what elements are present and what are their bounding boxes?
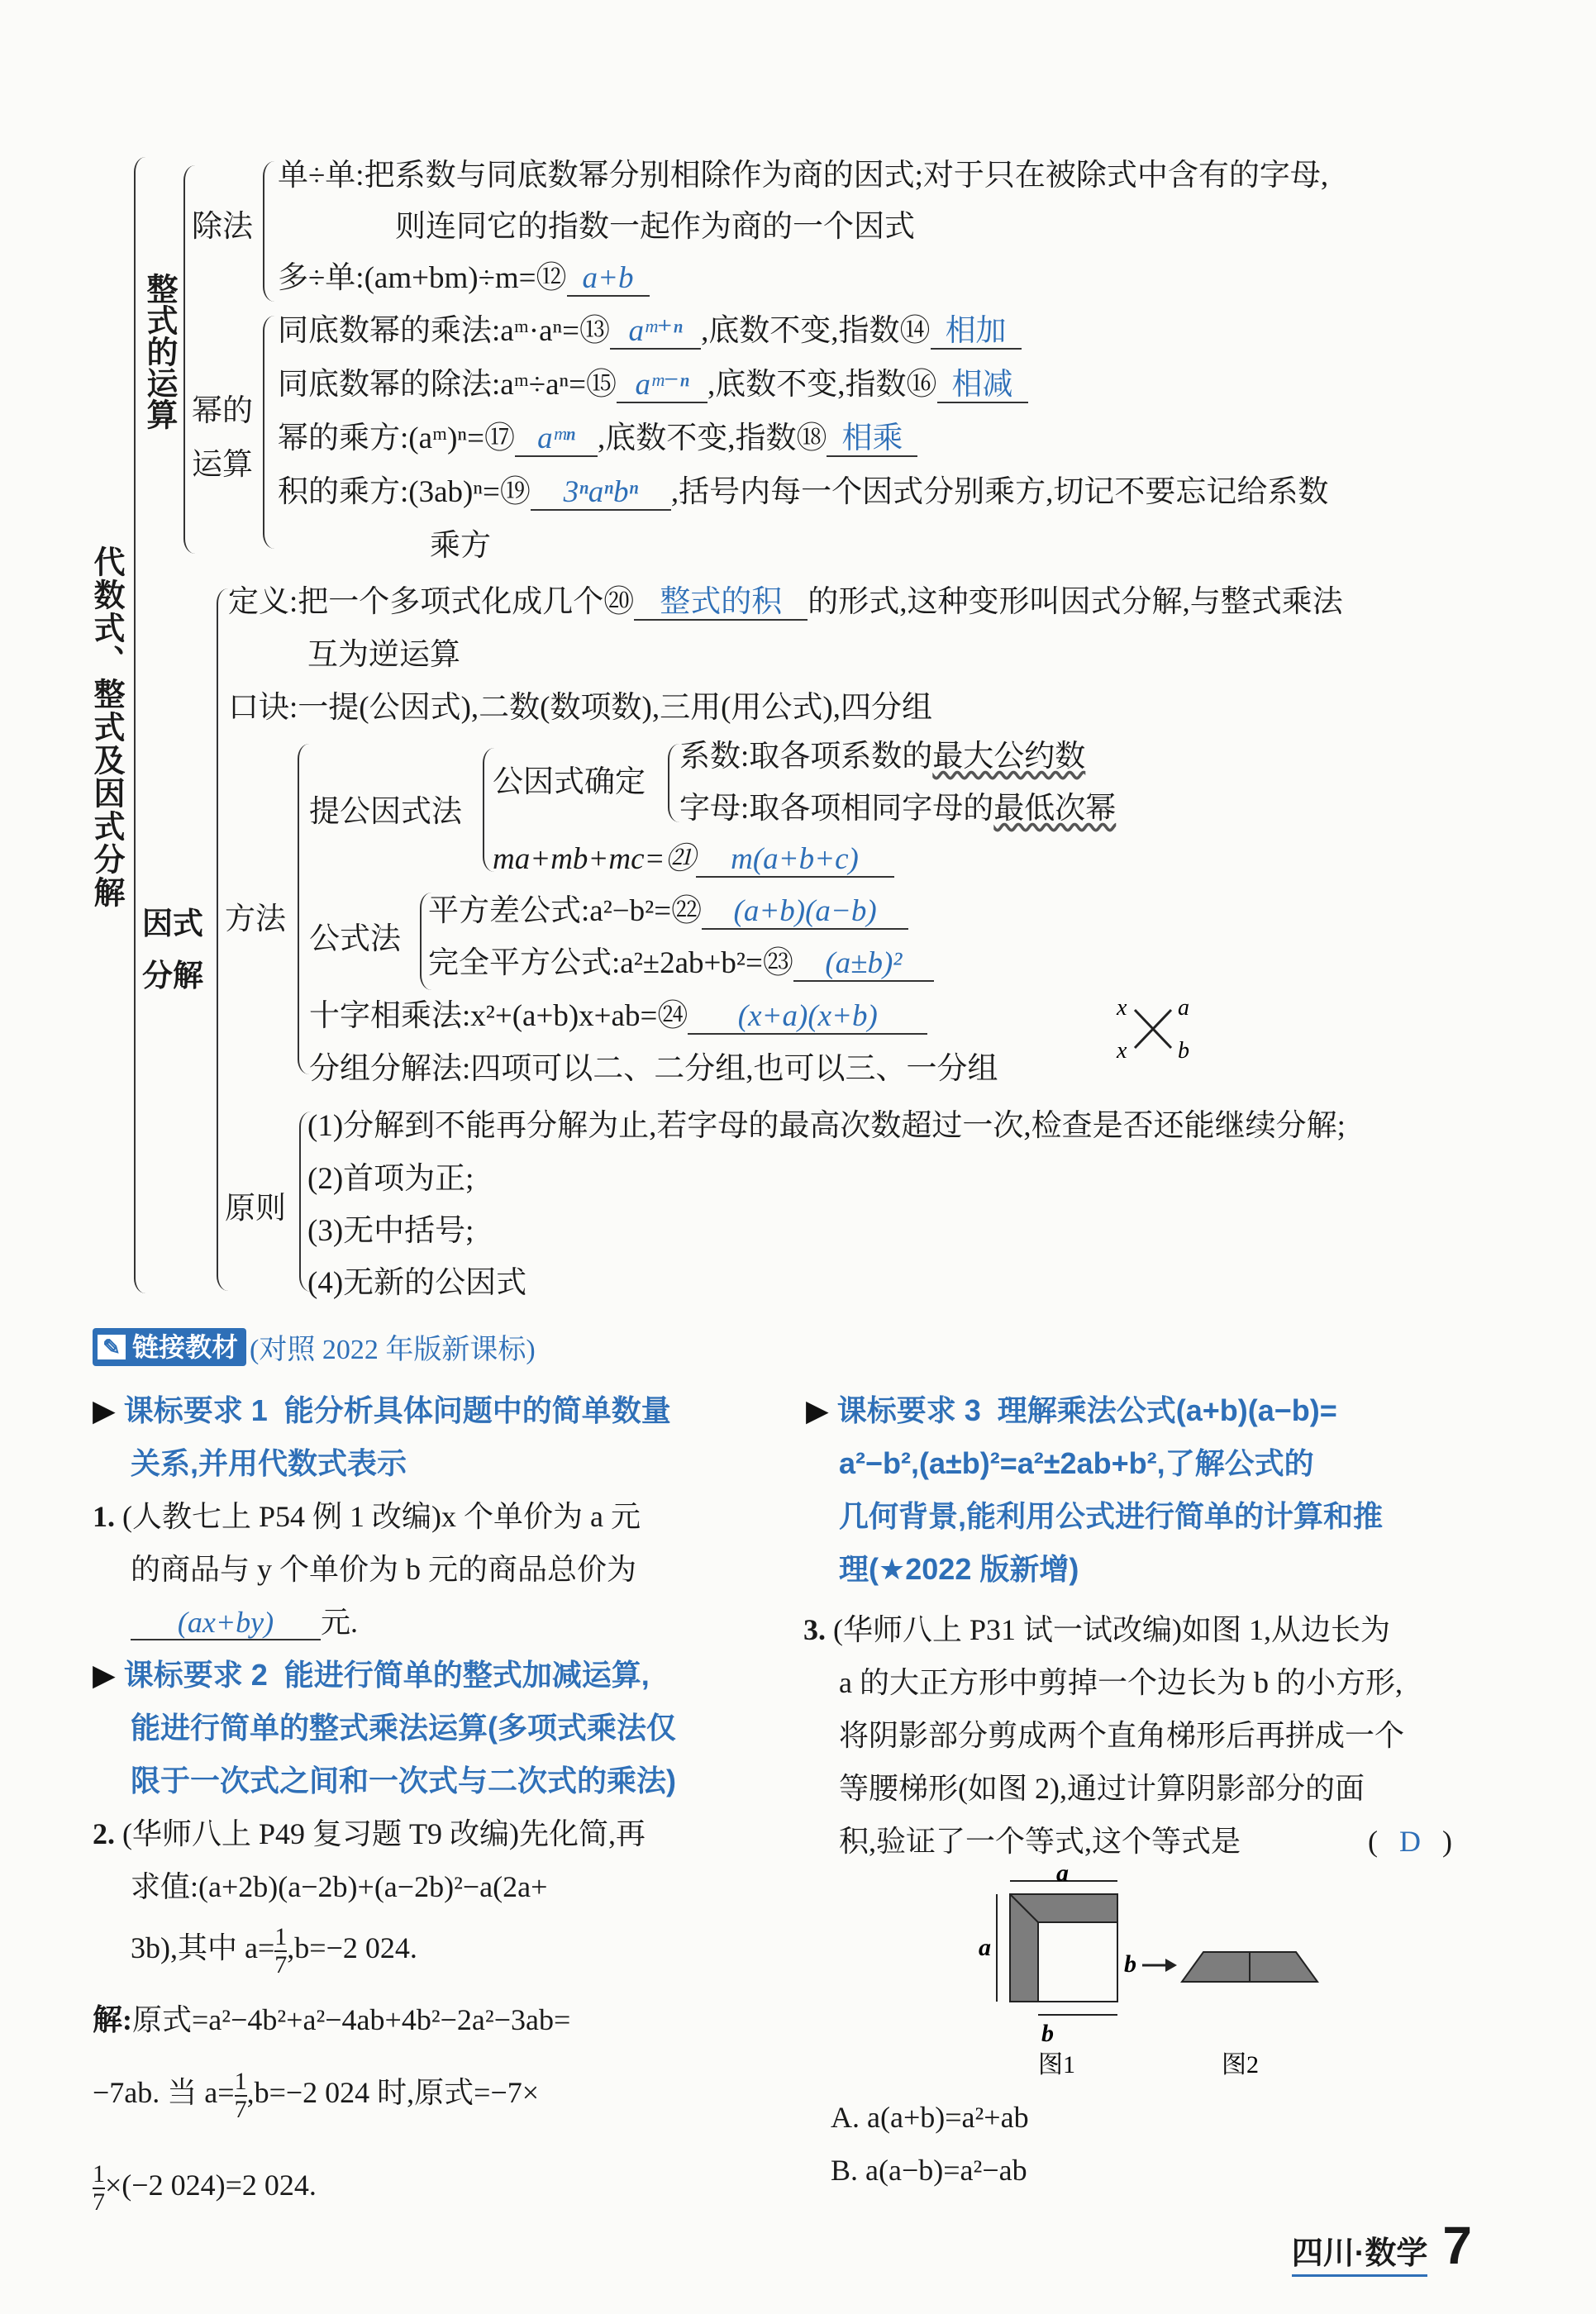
q2-text-1: (华师八上 P49 复习题 T9 改编)先化简,再 xyxy=(122,1817,646,1850)
page-footer xyxy=(1292,2215,1472,2277)
solution-line-2 xyxy=(93,2066,539,2123)
cross-x2: x xyxy=(1117,1038,1127,1064)
rule-2: (2)首项为正; xyxy=(307,1162,474,1196)
zhengshi-label xyxy=(141,273,177,438)
wanquan-line xyxy=(428,945,934,983)
fig1-label-b-right: b xyxy=(1124,1950,1136,1978)
q2-frac-num: 1 xyxy=(274,1922,288,1950)
q3-figures xyxy=(959,1869,1339,2076)
play-arrow-icon: ▶ xyxy=(93,1393,116,1427)
q1-line-1 xyxy=(93,1490,641,1543)
cross-a: a xyxy=(1178,995,1189,1021)
mi-line-3-text: 幂的乘方:(aᵐ)ⁿ=⑰ xyxy=(278,421,515,455)
mi-line-1 xyxy=(278,312,1022,350)
arrow-right-icon xyxy=(1142,1959,1177,1972)
q2-number: 2. xyxy=(93,1817,115,1850)
solution-text-2a: −7ab. 当 a= xyxy=(93,2076,235,2109)
option-a: A. a(a+b)=a²+ab xyxy=(831,2101,1029,2134)
answer-18: 相乘 xyxy=(827,422,917,457)
zimu-emphasis: 最低次幂 xyxy=(993,792,1117,826)
fig1-caption: 图1 xyxy=(1038,2051,1075,2076)
xishu-emphasis: 最大公约数 xyxy=(932,740,1086,774)
mi-line-1b-text: ,底数不变,指数⑭ xyxy=(701,314,931,348)
mi-label-2: 运算 xyxy=(192,448,253,482)
page-number: 7 xyxy=(1442,2216,1472,2275)
shizi-line xyxy=(309,997,927,1036)
req3-text-1: 理解乘法公式(a+b)(a−b)= xyxy=(997,1393,1337,1427)
req2-text-2: 能进行简单的整式乘法运算(多项式乘法仅 xyxy=(131,1711,676,1745)
req2-text-1: 能进行简单的整式加减运算, xyxy=(283,1658,650,1692)
figure-1 xyxy=(979,1869,1136,2076)
cross-multiplication-diagram xyxy=(1112,992,1194,1066)
link-note: (对照 2022 年版新课标) xyxy=(250,1335,536,1365)
sol-frac-1-den: 7 xyxy=(234,2095,247,2123)
solution-fraction-1 xyxy=(235,2069,247,2123)
link-badge-text: 链接教材 xyxy=(132,1331,239,1362)
mi-line-5: 乘方 xyxy=(430,529,491,563)
wanquan-text: 完全平方公式:a²±2ab+b²=㉓ xyxy=(428,946,793,980)
yinshi-def-2: 互为逆运算 xyxy=(307,638,460,672)
answer-16: 相减 xyxy=(937,369,1028,403)
answer-17: aᵐⁿ xyxy=(515,422,598,457)
q3-text-5: 积,验证了一个等式,这个等式是 xyxy=(839,1825,1241,1858)
pingfang-line xyxy=(428,893,908,931)
req1-title: 课标要求 1 xyxy=(123,1393,268,1427)
chufa-line-1: 单÷单:把系数与同底数幂分别相除作为商的因式;对于只在被除式中含有的字母, xyxy=(278,159,1329,193)
q3-answer-paren xyxy=(1368,1815,1452,1868)
mi-line-2b-text: ,底数不变,指数⑯ xyxy=(707,368,937,402)
solution-text-3: ×(−2 024)=2 024. xyxy=(105,2169,317,2202)
shizi-text: 十字相乘法:x²+(a+b)x+ab=㉔ xyxy=(309,999,688,1033)
req1-text-1: 能分析具体问题中的简单数量 xyxy=(283,1393,671,1427)
req1-heading xyxy=(93,1384,671,1437)
q3-line-1 xyxy=(803,1603,1390,1656)
mi-label-1: 幂的 xyxy=(192,394,253,428)
yinshi-def-1-text: 定义:把一个多项式化成几个⑳ xyxy=(228,585,635,619)
xishu-text: 系数:取各项系数的 xyxy=(679,740,933,774)
link-section-header xyxy=(93,1326,536,1367)
gongyinshi-label: 公因式确定 xyxy=(493,765,646,799)
option-b: B. a(a−b)=a²−ab xyxy=(831,2154,1027,2187)
fig2-caption: 图2 xyxy=(1222,2051,1259,2076)
solution-text-1: 原式=a²−4b²+a²−4ab+4b²−2a²−3ab= xyxy=(132,2003,571,2036)
q3-text-2: a 的大正方形中剪掉一个边长为 b 的小方形, xyxy=(839,1666,1403,1699)
play-arrow-icon: ▶ xyxy=(93,1658,116,1692)
yuanze-label: 原则 xyxy=(225,1192,286,1226)
req2-heading xyxy=(93,1649,650,1702)
zimu-line xyxy=(679,790,1116,828)
req3-text-2: a²−b²,(a±b)²=a²±2ab+b²,了解公式的 xyxy=(839,1446,1314,1480)
answer-20: 整式的积 xyxy=(634,586,808,621)
q2-fraction xyxy=(274,1924,287,1978)
q1-unit: 元. xyxy=(321,1606,359,1639)
sol-frac-2-num: 1 xyxy=(93,2159,105,2188)
req3-text-4: 理(★2022 版新增) xyxy=(839,1552,1079,1586)
chufa-line-2: 则连同它的指数一起作为商的一个因式 xyxy=(395,210,915,244)
q2-text-2: 求值:(a+2b)(a−2b)+(a−2b)²−a(2a+ xyxy=(131,1870,548,1903)
xishu-line xyxy=(679,738,1085,776)
pencil-icon: ✎ xyxy=(98,1335,126,1359)
q3-text-3: 将阴影部分剪成两个直角梯形后再拼成一个 xyxy=(839,1719,1405,1752)
solution-label: 解: xyxy=(93,2003,132,2036)
play-arrow-icon: ▶ xyxy=(806,1393,829,1427)
req2-title: 课标要求 2 xyxy=(123,1658,268,1692)
q1-text-2: 的商品与 y 个单价为 b 元的商品总价为 xyxy=(131,1553,637,1586)
mi-line-2 xyxy=(278,366,1028,404)
q3-number: 3. xyxy=(803,1613,826,1646)
q2-text-3b: ,b=−2 024. xyxy=(287,1931,417,1964)
q3-text-4: 等腰梯形(如图 2),通过计算阴影部分的面 xyxy=(839,1772,1365,1805)
mi-line-2-text: 同底数幂的除法:aᵐ÷aⁿ=⑮ xyxy=(278,368,617,402)
link-badge xyxy=(93,1328,246,1366)
answer-24: (x+a)(x+b) xyxy=(688,1000,927,1035)
q2-frac-den: 7 xyxy=(274,1950,288,1978)
mi-line-4 xyxy=(278,474,1328,512)
gongshi-label: 公式法 xyxy=(309,922,401,956)
small-square xyxy=(1038,1922,1117,2002)
gongyinshi-brace xyxy=(668,744,679,822)
fig1-label-a-left: a xyxy=(979,1934,991,1961)
yinshi-def-1 xyxy=(228,583,1343,621)
req3-title: 课标要求 3 xyxy=(836,1393,981,1427)
yinshi-label-2: 分解 xyxy=(142,959,203,993)
solution-line-1 xyxy=(93,1993,570,2046)
rule-4: (4)无新的公因式 xyxy=(307,1266,527,1300)
answer-14: 相加 xyxy=(931,315,1022,350)
req3-heading xyxy=(806,1384,1337,1437)
solution-text-2b: ,b=−2 024 时,原式=−7× xyxy=(246,2076,540,2109)
ma-text: ma+mb+mc=㉑ xyxy=(493,842,696,876)
answer-15: aᵐ⁻ⁿ xyxy=(617,369,707,403)
chufa-line-3 xyxy=(278,259,650,298)
q2-line-3 xyxy=(131,1921,417,1978)
zhengshi-label-text: 整式的运算 xyxy=(141,273,176,430)
q1-text-1: (人教七上 P54 例 1 改编)x 个单价为 a 元 xyxy=(122,1500,641,1533)
ma-line xyxy=(493,840,894,878)
solution-fraction-2 xyxy=(93,2161,105,2216)
rule-3: (3)无中括号; xyxy=(307,1214,474,1248)
q3-answer: D xyxy=(1399,1825,1421,1858)
q2-line-1 xyxy=(93,1807,646,1860)
yinshi-koujue: 口诀:一提(公因式),二数(数项数),三用(用公式),四分组 xyxy=(228,691,932,725)
footer-region: 四川·数学 xyxy=(1292,2227,1428,2277)
req1-text-2: 关系,并用代数式表示 xyxy=(131,1446,407,1480)
tigong-label: 提公因式法 xyxy=(309,795,462,829)
req2-text-3: 限于一次式之间和一次式与二次式的乘法) xyxy=(131,1764,676,1797)
pingfang-text: 平方差公式:a²−b²=㉒ xyxy=(428,894,703,928)
mi-line-1-text: 同底数幂的乘法:aᵐ·aⁿ=⑬ xyxy=(278,314,611,348)
method-label: 方法 xyxy=(225,902,286,936)
fig1-label-a-top: a xyxy=(1056,1869,1069,1887)
cross-b: b xyxy=(1178,1038,1189,1064)
q3-text-1: (华师八上 P31 试一试改编)如图 1,从边长为 xyxy=(833,1613,1390,1646)
rule-1: (1)分解到不能再分解为止,若字母的最高次数超过一次,检查是否还能继续分解; xyxy=(307,1109,1346,1143)
solution-line-3 xyxy=(93,2159,317,2216)
q3-paren-left: ( xyxy=(1368,1825,1378,1858)
req3-text-3: 几何背景,能利用公式进行简单的计算和推 xyxy=(839,1499,1384,1533)
root-label-text: 代数式、整式及因式分解 xyxy=(88,545,123,909)
chufa-brace xyxy=(263,161,276,302)
mi-line-3b-text: ,底数不变,指数⑱ xyxy=(597,421,827,455)
q1-number: 1. xyxy=(93,1500,115,1533)
q1-answer: (ax+by) xyxy=(131,1606,321,1640)
fig1-label-b-bottom: b xyxy=(1041,2020,1054,2047)
answer-12: a+b xyxy=(567,262,650,297)
mi-brace xyxy=(263,316,276,549)
q1-line-3 xyxy=(131,1596,358,1649)
answer-19: 3ⁿaⁿbⁿ xyxy=(531,476,671,511)
answer-13: aᵐ⁺ⁿ xyxy=(610,315,701,350)
mi-line-4-text: 积的乘方:(3ab)ⁿ=⑲ xyxy=(278,475,531,509)
mi-line-3 xyxy=(278,420,917,458)
root-label xyxy=(88,545,124,917)
sol-frac-2-den: 7 xyxy=(93,2188,105,2216)
answer-21: m(a+b+c) xyxy=(696,843,894,878)
yinshi-def-1b-text: 的形式,这种变形叫因式分解,与整式乘法 xyxy=(808,585,1343,619)
q3-paren-right: ) xyxy=(1442,1825,1452,1858)
q2-text-3a: 3b),其中 a= xyxy=(131,1931,275,1964)
chufa-label: 除法 xyxy=(192,210,253,244)
answer-22: (a+b)(a−b) xyxy=(702,895,908,930)
zimu-text: 字母:取各项相同字母的 xyxy=(679,792,994,826)
sol-frac-1-num: 1 xyxy=(234,2067,247,2095)
yinshi-label-1: 因式 xyxy=(142,907,203,940)
chufa-line-3-text: 多÷单:(am+bm)÷m=⑫ xyxy=(278,261,567,295)
mi-line-4b-text: ,括号内每一个因式分别乘方,切记不要忘记给系数 xyxy=(670,475,1329,509)
cross-x1: x xyxy=(1117,995,1127,1021)
answer-23: (a±b)² xyxy=(793,947,934,982)
figure-2 xyxy=(1182,1952,1317,2076)
fenzu-line: 分组分解法:四项可以二、二分组,也可以三、一分组 xyxy=(309,1052,998,1086)
